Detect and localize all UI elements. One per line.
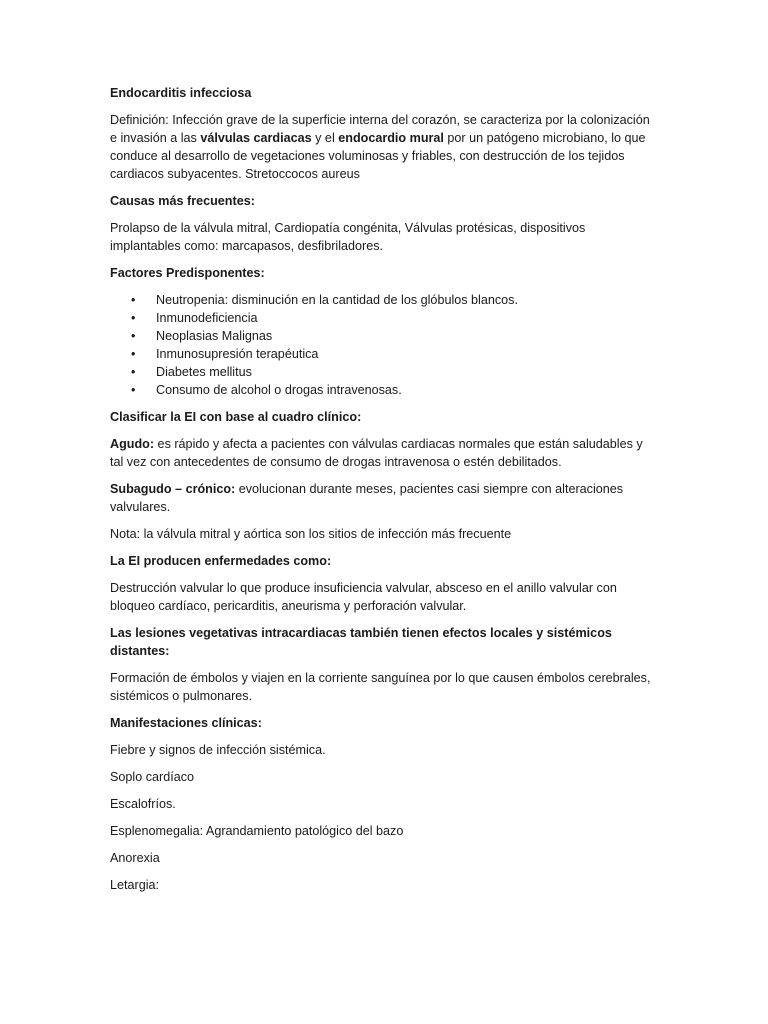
document-page xyxy=(110,84,658,903)
manifestation-item: Soplo cardíaco xyxy=(110,770,195,784)
list-item-text: Diabetes mellitus xyxy=(156,365,252,379)
acute-label: Agudo: xyxy=(110,437,155,451)
subacute-text: evolucionan durante meses, pacientes casi siempre con alteraciones valvulares. xyxy=(110,482,624,514)
definition-bold-endocardium: endocardio mural xyxy=(338,131,444,145)
list-item-text: Inmunodeficiencia xyxy=(156,311,258,325)
list-item xyxy=(110,345,658,363)
manifestation-item: Escalofríos. xyxy=(110,797,176,811)
bullet-icon: • xyxy=(131,347,136,361)
list-item-text: Consumo de alcohol o drogas intravenosas. xyxy=(156,383,402,397)
definition-text-3: por un patógeno microbiano, lo que conduce al desarrollo de vegetaciones voluminosas y friables, con destrucción de los tejidos cardiacos subyacentes. Stretoccocos aureus xyxy=(110,131,646,181)
diseases-heading: La EI producen enfermedades como: xyxy=(110,554,332,568)
manifestations-heading: Manifestaciones clínicas: xyxy=(110,716,262,730)
list-item xyxy=(110,309,658,327)
diseases-paragraph: Destrucción valvular lo que produce insuficiencia valvular, absceso en el anillo valvular con bloqueo cardíaco, pericarditis, aneurisma y perforación valvular. xyxy=(110,581,617,613)
factors-list xyxy=(110,291,658,399)
subacute-paragraph xyxy=(110,480,658,516)
bullet-icon: • xyxy=(131,383,136,397)
bullet-icon: • xyxy=(131,365,136,379)
list-item-text: Neoplasias Malignas xyxy=(156,329,273,343)
definition-paragraph xyxy=(110,111,658,183)
causes-heading: Causas más frecuentes: xyxy=(110,194,255,208)
bullet-icon: • xyxy=(131,293,136,307)
classify-heading: Clasificar la EI con base al cuadro clínico: xyxy=(110,410,362,424)
bullet-icon: • xyxy=(131,311,136,325)
list-item xyxy=(110,327,658,345)
list-item xyxy=(110,363,658,381)
causes-paragraph: Prolapso de la válvula mitral, Cardiopatía congénita, Válvulas protésicas, dispositivos implantables como: marcapasos, desfibriladores. xyxy=(110,221,586,253)
acute-text: es rápido y afecta a pacientes con válvulas cardiacas normales que están saludables y tal vez con antecedentes de consumo de drogas intravenosa o estén debilitados. xyxy=(110,437,643,469)
acute-paragraph xyxy=(110,435,658,471)
manifestation-item: Anorexia xyxy=(110,851,160,865)
lesions-paragraph: Formación de émbolos y viajen en la corriente sanguínea por lo que causen émbolos cerebrales, sistémicos o pulmonares. xyxy=(110,671,651,703)
note-paragraph: Nota: la válvula mitral y aórtica son los sitios de infección más frecuente xyxy=(110,527,512,541)
list-item xyxy=(110,381,658,399)
factors-heading: Factores Predisponentes: xyxy=(110,266,265,280)
document-title: Endocarditis infecciosa xyxy=(110,86,252,100)
bullet-icon: • xyxy=(131,329,136,343)
definition-text-1: Definición: Infección grave de la superficie interna del corazón, se caracteriza por la colonización e invasión a las xyxy=(110,113,650,145)
list-item-text: Inmunosupresión terapéutica xyxy=(156,347,319,361)
manifestation-item: Letargia: xyxy=(110,878,160,892)
manifestation-item: Fiebre y signos de infección sistémica. xyxy=(110,743,326,757)
manifestation-item: Esplenomegalia: Agrandamiento patológico del bazo xyxy=(110,824,404,838)
definition-text-2: y el xyxy=(311,131,339,145)
subacute-label: Subagudo – crónico: xyxy=(110,482,236,496)
definition-bold-valves: válvulas cardiacas xyxy=(200,131,312,145)
list-item xyxy=(110,291,658,309)
lesions-heading: Las lesiones vegetativas intracardiacas también tienen efectos locales y sistémicos distantes: xyxy=(110,626,612,658)
list-item-text: Neutropenia: disminución en la cantidad de los glóbulos blancos. xyxy=(156,293,518,307)
